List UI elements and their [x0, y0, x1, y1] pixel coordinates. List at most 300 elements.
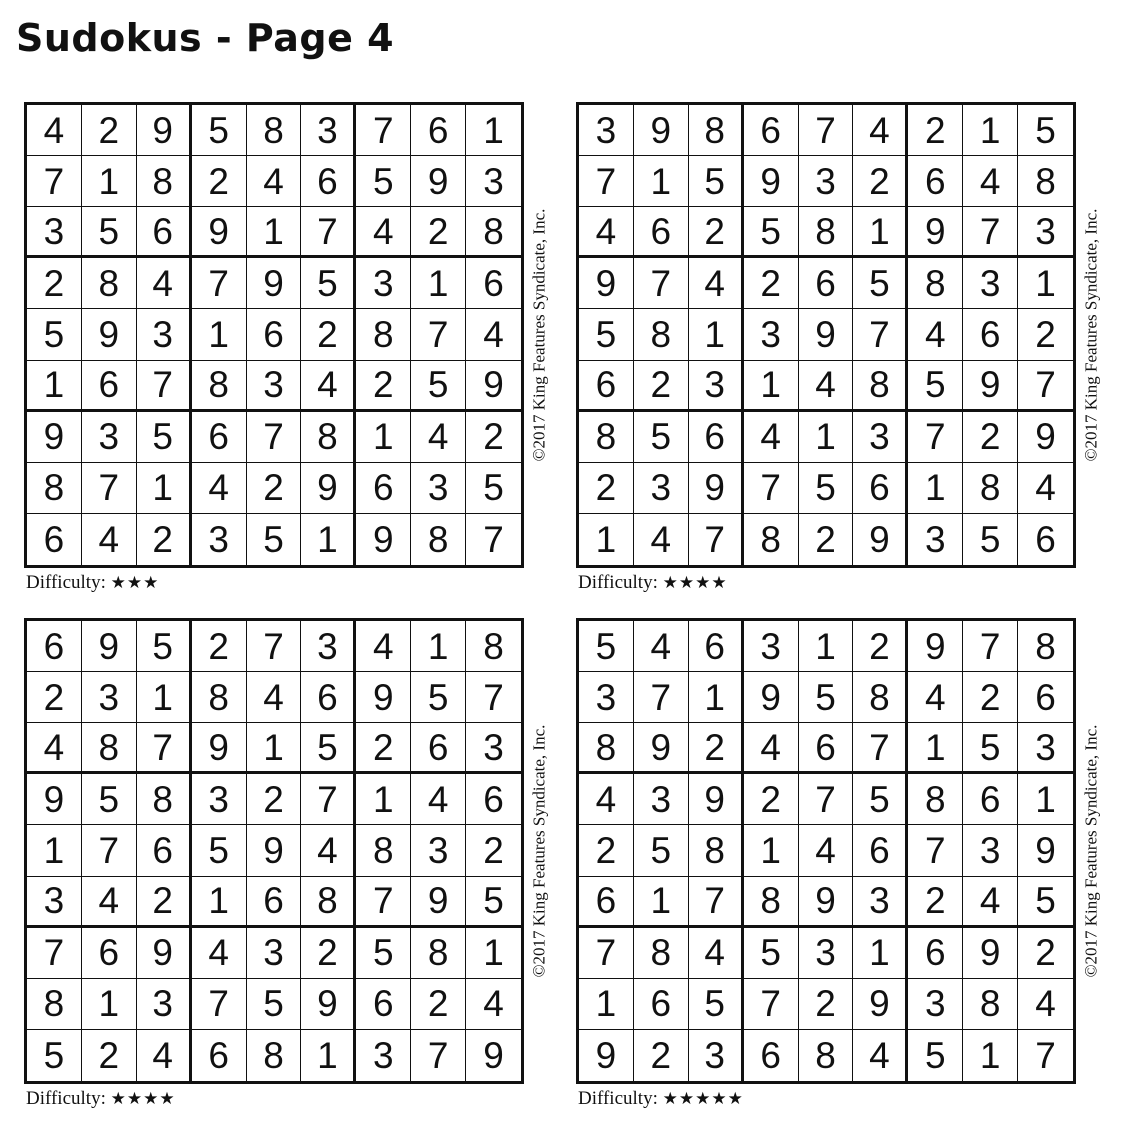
- sudoku-cell: 6: [1018, 672, 1073, 723]
- sudoku-cell: 5: [689, 979, 744, 1030]
- sudoku-grid: [576, 102, 1076, 568]
- sudoku-cell: 3: [908, 979, 963, 1030]
- sudoku-cell: 8: [411, 928, 466, 979]
- sudoku-cell: 4: [411, 774, 466, 825]
- sudoku-cell: 4: [689, 928, 744, 979]
- sudoku-cell: 4: [301, 361, 356, 412]
- sudoku-cell: 6: [247, 877, 302, 928]
- sudoku-cell: 3: [908, 514, 963, 565]
- sudoku-cell: 3: [356, 258, 411, 309]
- sudoku-cell: 7: [799, 105, 854, 156]
- sudoku-cell: 2: [466, 412, 521, 463]
- sudoku-cell: 6: [634, 207, 689, 258]
- sudoku-cell: 3: [634, 774, 689, 825]
- sudoku-cell: 3: [27, 207, 82, 258]
- sudoku-cell: 9: [634, 105, 689, 156]
- sudoku-cell: 2: [579, 825, 634, 876]
- sudoku-cell: 2: [963, 672, 1018, 723]
- sudoku-cell: 3: [1018, 207, 1073, 258]
- sudoku-cell: 2: [634, 361, 689, 412]
- sudoku-grid: [24, 102, 524, 568]
- sudoku-cell: 6: [579, 361, 634, 412]
- sudoku-cell: 4: [247, 672, 302, 723]
- sudoku-cell: 8: [689, 825, 744, 876]
- sudoku-cell: 4: [799, 825, 854, 876]
- sudoku-cell: 2: [192, 621, 247, 672]
- sudoku-cell: 5: [411, 672, 466, 723]
- sudoku-cell: 7: [356, 105, 411, 156]
- sudoku-cell: 3: [192, 514, 247, 565]
- sudoku-cell: 4: [247, 156, 302, 207]
- sudoku-cell: 9: [908, 207, 963, 258]
- sudoku-cell: 7: [411, 309, 466, 360]
- sudoku-cell: 2: [466, 825, 521, 876]
- sudoku-cell: 2: [356, 361, 411, 412]
- sudoku-cell: 8: [137, 774, 192, 825]
- sudoku-cell: 4: [908, 672, 963, 723]
- sudoku-cell: 9: [301, 979, 356, 1030]
- sudoku-cell: 4: [27, 723, 82, 774]
- sudoku-cell: 3: [411, 463, 466, 514]
- difficulty-label: Difficulty:: [26, 1088, 106, 1109]
- sudoku-cell: 2: [1018, 928, 1073, 979]
- difficulty-stars: ★★★★: [662, 573, 728, 593]
- sudoku-cell: 3: [82, 412, 137, 463]
- difficulty-label: Difficulty:: [578, 572, 658, 593]
- copyright-notice: [1078, 618, 1104, 1084]
- sudoku-cell: 8: [579, 723, 634, 774]
- sudoku-cell: 5: [799, 672, 854, 723]
- sudoku-cell: 9: [963, 361, 1018, 412]
- sudoku-cell: 3: [744, 309, 799, 360]
- sudoku-cell: 1: [192, 877, 247, 928]
- sudoku-cell: 4: [579, 207, 634, 258]
- sudoku-cell: 3: [1018, 723, 1073, 774]
- sudoku-cell: 1: [466, 928, 521, 979]
- sudoku-cell: 6: [908, 928, 963, 979]
- sudoku-cell: 5: [192, 825, 247, 876]
- sudoku-cell: 9: [908, 621, 963, 672]
- sudoku-cell: 4: [963, 156, 1018, 207]
- sudoku-cell: 8: [1018, 621, 1073, 672]
- sudoku-cell: 8: [963, 463, 1018, 514]
- sudoku-cell: 5: [27, 1030, 82, 1081]
- sudoku-cell: 7: [853, 723, 908, 774]
- sudoku-cell: 3: [27, 877, 82, 928]
- sudoku-cell: 1: [689, 309, 744, 360]
- sudoku-cell: 7: [853, 309, 908, 360]
- sudoku-cell: 4: [1018, 979, 1073, 1030]
- sudoku-cell: 1: [744, 825, 799, 876]
- sudoku-cell: 6: [853, 463, 908, 514]
- sudoku-cell: 8: [963, 979, 1018, 1030]
- sudoku-cell: 9: [744, 156, 799, 207]
- sudoku-cell: 9: [27, 774, 82, 825]
- sudoku-cell: 5: [579, 621, 634, 672]
- sudoku-cell: 7: [137, 723, 192, 774]
- sudoku-cell: 1: [799, 412, 854, 463]
- sudoku-cell: 2: [247, 463, 302, 514]
- sudoku-cell: 6: [27, 514, 82, 565]
- difficulty-rating: [26, 572, 159, 594]
- sudoku-cell: 6: [82, 928, 137, 979]
- copyright-text: ©2017 King Features Syndicate, Inc.: [1081, 208, 1101, 462]
- sudoku-cell: 3: [634, 463, 689, 514]
- sudoku-cell: 6: [466, 258, 521, 309]
- sudoku-cell: 4: [82, 514, 137, 565]
- sudoku-cell: 6: [634, 979, 689, 1030]
- sudoku-cell: 1: [799, 621, 854, 672]
- sudoku-cell: 4: [356, 207, 411, 258]
- sudoku-cell: 2: [689, 207, 744, 258]
- sudoku-cell: 3: [689, 1030, 744, 1081]
- difficulty-stars: ★★★: [110, 573, 160, 593]
- sudoku-grid: [576, 618, 1076, 1084]
- sudoku-cell: 9: [689, 463, 744, 514]
- sudoku-cell: 2: [82, 105, 137, 156]
- sudoku-cell: 3: [247, 928, 302, 979]
- sudoku-cell: 7: [356, 877, 411, 928]
- sudoku-cell: 6: [466, 774, 521, 825]
- sudoku-cell: 5: [1018, 877, 1073, 928]
- sudoku-cell: 4: [137, 1030, 192, 1081]
- sudoku-cell: 7: [689, 514, 744, 565]
- sudoku-cell: 8: [466, 621, 521, 672]
- sudoku-cell: 8: [799, 1030, 854, 1081]
- sudoku-cell: 4: [411, 412, 466, 463]
- sudoku-cell: 3: [963, 825, 1018, 876]
- sudoku-cell: 2: [908, 877, 963, 928]
- sudoku-cell: 2: [27, 672, 82, 723]
- sudoku-cell: 6: [411, 105, 466, 156]
- sudoku-cell: 9: [137, 105, 192, 156]
- sudoku-cell: 7: [1035, 1034, 1056, 1076]
- sudoku-cell: 4: [82, 877, 137, 928]
- sudoku-cell: 2: [411, 207, 466, 258]
- sudoku-cell: 4: [634, 514, 689, 565]
- sudoku-cell: 6: [908, 156, 963, 207]
- sudoku-cell: 5: [301, 258, 356, 309]
- sudoku-cell: 4: [853, 105, 908, 156]
- sudoku-cell: 8: [356, 309, 411, 360]
- sudoku-cell: 4: [689, 258, 744, 309]
- sudoku-cell: 4: [192, 928, 247, 979]
- sudoku-cell: 8: [1018, 156, 1073, 207]
- sudoku-puzzle-3: [24, 618, 554, 1123]
- sudoku-cell: 6: [301, 156, 356, 207]
- sudoku-cell: 1: [744, 361, 799, 412]
- sudoku-cell: 1: [82, 979, 137, 1030]
- sudoku-cell: 6: [744, 105, 799, 156]
- sudoku-cell: 5: [411, 361, 466, 412]
- sudoku-cell: 9: [411, 877, 466, 928]
- sudoku-cell: 4: [963, 877, 1018, 928]
- sudoku-cell: 5: [744, 207, 799, 258]
- sudoku-cell: 7: [634, 258, 689, 309]
- sudoku-cell: 6: [799, 723, 854, 774]
- sudoku-cell: 6: [411, 723, 466, 774]
- sudoku-cell: 9: [82, 621, 137, 672]
- sudoku-cell: 3: [579, 672, 634, 723]
- sudoku-cell: 7: [689, 877, 744, 928]
- sudoku-cell: 2: [82, 1030, 137, 1081]
- sudoku-cell: 2: [247, 774, 302, 825]
- sudoku-cell: 2: [744, 774, 799, 825]
- sudoku-cell: 5: [356, 928, 411, 979]
- sudoku-puzzle-1: [24, 102, 554, 607]
- sudoku-cell: 8: [411, 514, 466, 565]
- sudoku-cell: 3: [301, 621, 356, 672]
- sudoku-cell: 3: [247, 361, 302, 412]
- sudoku-cell: 9: [82, 309, 137, 360]
- sudoku-cell: 5: [247, 514, 302, 565]
- sudoku-cell: 6: [27, 621, 82, 672]
- sudoku-cell: 6: [579, 877, 634, 928]
- sudoku-cell: 7: [82, 463, 137, 514]
- sudoku-cell: 7: [963, 621, 1018, 672]
- sudoku-cell: 1: [137, 463, 192, 514]
- sudoku-cell: 5: [466, 877, 521, 928]
- sudoku-cell: 7: [192, 258, 247, 309]
- difficulty-label: Difficulty:: [26, 572, 106, 593]
- sudoku-cell: 4: [466, 979, 521, 1030]
- sudoku-cell: 3: [192, 774, 247, 825]
- sudoku-cell: 6: [356, 979, 411, 1030]
- sudoku-cell: 5: [908, 361, 963, 412]
- sudoku-cell: 5: [301, 723, 356, 774]
- sudoku-cell: 6: [799, 258, 854, 309]
- sudoku-cell: 1: [301, 1030, 356, 1081]
- sudoku-cell: 8: [853, 672, 908, 723]
- sudoku-cell: 1: [82, 156, 137, 207]
- sudoku-cell: 8: [82, 723, 137, 774]
- sudoku-cell: 7: [963, 207, 1018, 258]
- sudoku-cell: 2: [799, 979, 854, 1030]
- sudoku-cell: 9: [247, 258, 302, 309]
- sudoku-cell: 3: [137, 979, 192, 1030]
- sudoku-cell: 1: [466, 105, 521, 156]
- sudoku-cell: 5: [963, 514, 1018, 565]
- sudoku-cell: 2: [799, 514, 854, 565]
- sudoku-cell: 2: [853, 621, 908, 672]
- sudoku-cell: 2: [301, 928, 356, 979]
- sudoku-cell: 3: [137, 309, 192, 360]
- difficulty-rating: [26, 1088, 176, 1110]
- sudoku-cell: 7: [247, 621, 302, 672]
- sudoku-cell: 5: [744, 928, 799, 979]
- sudoku-cell: 7: [799, 774, 854, 825]
- sudoku-cell: 8: [689, 105, 744, 156]
- sudoku-cell: 4: [466, 309, 521, 360]
- sudoku-cell: 5: [247, 979, 302, 1030]
- sudoku-cell: 2: [137, 877, 192, 928]
- sudoku-cell: 1: [579, 514, 634, 565]
- sudoku-cell: 8: [356, 825, 411, 876]
- sudoku-cell: 4: [853, 1030, 908, 1081]
- difficulty-rating: [578, 1088, 744, 1110]
- sudoku-cell: 5: [137, 621, 192, 672]
- sudoku-cell: 2: [908, 105, 963, 156]
- sudoku-cell: 2: [689, 723, 744, 774]
- sudoku-cell: 2: [744, 258, 799, 309]
- sudoku-cell: 7: [579, 928, 634, 979]
- sudoku-cell: 1: [634, 877, 689, 928]
- sudoku-cell: 8: [466, 207, 521, 258]
- sudoku-cell: 8: [247, 1030, 302, 1081]
- sudoku-cell: 5: [27, 309, 82, 360]
- sudoku-cell: 5: [799, 463, 854, 514]
- sudoku-cell: 2: [137, 514, 192, 565]
- sudoku-cell: 7: [411, 1030, 466, 1081]
- sudoku-cell: 6: [744, 1030, 799, 1081]
- sudoku-cell: 8: [908, 258, 963, 309]
- sudoku-cell: 2: [192, 156, 247, 207]
- sudoku-cell: 5: [82, 774, 137, 825]
- sudoku-cell: 9: [137, 928, 192, 979]
- sudoku-cell: 8: [634, 928, 689, 979]
- sudoku-cell: 8: [634, 309, 689, 360]
- sudoku-cell: 7: [247, 412, 302, 463]
- sudoku-cell: 5: [853, 774, 908, 825]
- sudoku-cell: 3: [356, 1030, 411, 1081]
- sudoku-cell: 2: [853, 156, 908, 207]
- sudoku-cell: 1: [1018, 258, 1073, 309]
- sudoku-cell: 5: [689, 156, 744, 207]
- sudoku-cell: 9: [356, 514, 411, 565]
- sudoku-cell: 5: [908, 1030, 963, 1081]
- sudoku-cell: 9: [356, 672, 411, 723]
- sudoku-cell: 8: [799, 207, 854, 258]
- difficulty-label: Difficulty:: [578, 1088, 658, 1109]
- sudoku-cell: 7: [744, 463, 799, 514]
- sudoku-cell: 3: [466, 723, 521, 774]
- sudoku-cell: 1: [908, 723, 963, 774]
- sudoku-cell: 2: [579, 463, 634, 514]
- sudoku-cell: 4: [356, 621, 411, 672]
- sudoku-cell: 8: [908, 774, 963, 825]
- copyright-text: ©2017 King Features Syndicate, Inc.: [529, 724, 549, 978]
- sudoku-cell: 9: [634, 723, 689, 774]
- sudoku-cell: 7: [908, 825, 963, 876]
- sudoku-cell: 6: [689, 412, 744, 463]
- sudoku-cell: 1: [27, 825, 82, 876]
- sudoku-cell: 1: [411, 621, 466, 672]
- page-title: Sudokus - Page 4: [16, 16, 395, 60]
- sudoku-cell: 7: [192, 979, 247, 1030]
- sudoku-cell: 5: [579, 309, 634, 360]
- sudoku-cell: 3: [301, 105, 356, 156]
- sudoku-cell: 6: [963, 774, 1018, 825]
- sudoku-cell: 7: [483, 518, 504, 560]
- sudoku-cell: 1: [579, 979, 634, 1030]
- sudoku-cell: 9: [1018, 825, 1073, 876]
- sudoku-cell: 8: [744, 877, 799, 928]
- sudoku-cell: 9: [579, 258, 634, 309]
- sudoku-cell: 7: [466, 672, 521, 723]
- sudoku-cell: 2: [27, 258, 82, 309]
- sudoku-cell: 8: [301, 412, 356, 463]
- sudoku-cell: 1: [1018, 774, 1073, 825]
- sudoku-cell: 4: [1018, 463, 1073, 514]
- sudoku-cell: 8: [579, 412, 634, 463]
- difficulty-rating: [578, 572, 728, 594]
- sudoku-cell: 9: [853, 514, 908, 565]
- sudoku-cell: 2: [301, 309, 356, 360]
- sudoku-cell: 9: [27, 412, 82, 463]
- sudoku-cell: 8: [82, 258, 137, 309]
- sudoku-cell: 6: [853, 825, 908, 876]
- sudoku-cell: 3: [963, 258, 1018, 309]
- sudoku-cell: 7: [579, 156, 634, 207]
- sudoku-cell: 5: [634, 825, 689, 876]
- sudoku-cell: 5: [137, 412, 192, 463]
- sudoku-cell: 7: [744, 979, 799, 1030]
- sudoku-cell: 3: [853, 412, 908, 463]
- sudoku-cell: 2: [634, 1030, 689, 1081]
- sudoku-cell: 6: [689, 621, 744, 672]
- sudoku-cell: 6: [192, 412, 247, 463]
- sudoku-puzzle-4: [576, 618, 1106, 1123]
- sudoku-cell: 4: [192, 463, 247, 514]
- sudoku-cell: 9: [1018, 412, 1073, 463]
- sudoku-cell: 5: [466, 463, 521, 514]
- sudoku-cell: 8: [137, 156, 192, 207]
- sudoku-grid: [24, 618, 524, 1084]
- sudoku-cell: 5: [1018, 105, 1073, 156]
- sudoku-cell: 9: [483, 1034, 504, 1076]
- copyright-notice: [526, 618, 552, 1084]
- sudoku-cell: 5: [853, 258, 908, 309]
- sudoku-cell: 3: [799, 928, 854, 979]
- sudoku-cell: 3: [853, 877, 908, 928]
- sudoku-cell: 4: [908, 309, 963, 360]
- sudoku-cell: 1: [963, 1030, 1018, 1081]
- sudoku-cell: 9: [247, 825, 302, 876]
- sudoku-cell: 7: [27, 928, 82, 979]
- sudoku-cell: 6: [301, 672, 356, 723]
- sudoku-cell: 8: [247, 105, 302, 156]
- sudoku-cell: 7: [1018, 361, 1073, 412]
- sudoku-cell: 4: [744, 412, 799, 463]
- sudoku-cell: 3: [799, 156, 854, 207]
- sudoku-cell: 7: [137, 361, 192, 412]
- sudoku-cell: 4: [579, 774, 634, 825]
- sudoku-cell: 6: [247, 309, 302, 360]
- sudoku-cell: 8: [301, 877, 356, 928]
- sudoku-cell: 7: [908, 412, 963, 463]
- sudoku-cell: 3: [82, 672, 137, 723]
- sudoku-cell: 5: [192, 105, 247, 156]
- sudoku-cell: 2: [356, 723, 411, 774]
- sudoku-cell: 2: [411, 979, 466, 1030]
- sudoku-cell: 6: [192, 1030, 247, 1081]
- sudoku-cell: 9: [853, 979, 908, 1030]
- sudoku-cell: 8: [853, 361, 908, 412]
- sudoku-cell: 9: [579, 1030, 634, 1081]
- sudoku-cell: 8: [27, 979, 82, 1030]
- sudoku-cell: 1: [908, 463, 963, 514]
- sudoku-cell: 6: [137, 207, 192, 258]
- sudoku-cell: 7: [634, 672, 689, 723]
- sudoku-cell: 6: [137, 825, 192, 876]
- sudoku-cell: 9: [192, 723, 247, 774]
- sudoku-cell: 1: [689, 672, 744, 723]
- sudoku-cell: 7: [301, 774, 356, 825]
- difficulty-stars: ★★★★: [110, 1089, 176, 1109]
- sudoku-cell: 1: [27, 361, 82, 412]
- sudoku-cell: 9: [466, 361, 521, 412]
- sudoku-cell: 9: [799, 309, 854, 360]
